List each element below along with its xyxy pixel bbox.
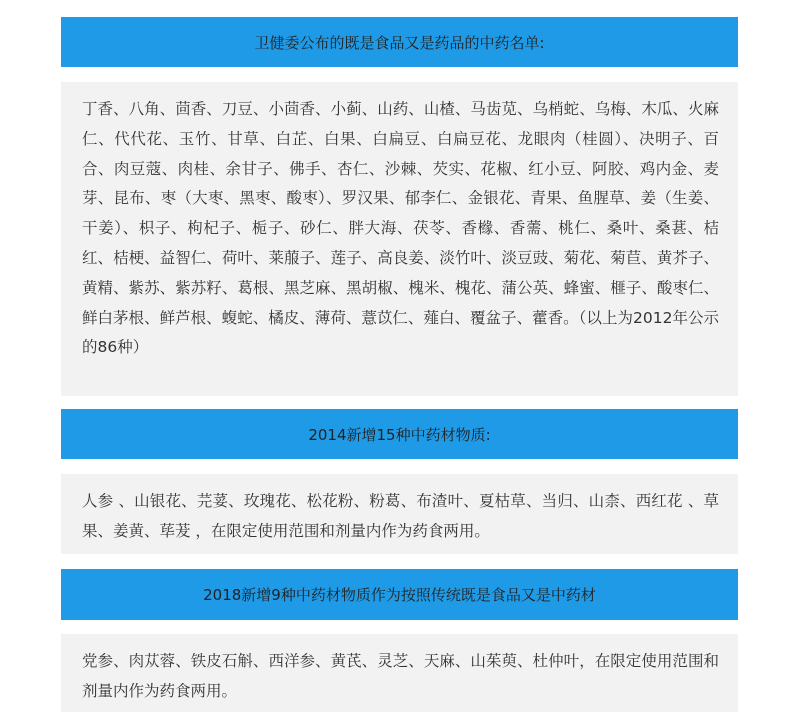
herb-list-text: 丁香、八角、茴香、刀豆、小茴香、小蓟、山药、山楂、马齿苋、乌梢蛇、乌梅、木瓜、火麻仁、代代花、玉竹、甘草、白芷、白果、白扁豆、白扁豆花、龙眼肉（桂圆）、决明子、百合、肉豆蔻、肉桂、余甘子、佛手、杏仁、沙棘、芡实、花椒、红小豆、阿胶、鸡内金、麦芽、昆布、枣（大枣、黑枣、酸枣）、罗汉果、郁李仁、金银花、青果、鱼腥草、姜（生姜、干姜）、枳子、枸杞子、栀子、砂仁、胖大海、茯苓、香橼、香薷、桃仁、桑叶、桑葚、桔红、桔梗、益智仁、荷叶、莱菔子、莲子、高良姜、淡竹叶、淡豆豉、菊花、菊苣、黄芥子、黄精、紫苏、紫苏籽、葛根、黑芝麻、黑胡椒、槐米、槐花、蒲公英、蜂蜜、榧子、酸枣仁、鲜白茅根、鲜芦根、蝮蛇、橘皮、薄荷、薏苡仁、薤白、覆盆子、藿香。（以上为2012年公示的86种） [82,100,719,357]
section-title: 卫健委公布的既是食品又是药品的中药名单: [254,33,545,52]
section-title: 2018新增9种中药材物质作为按照传统既是食品又是中药材 [203,586,596,604]
herb-list-text: 党参、肉苁蓉、铁皮石斛、西洋参、黄芪、灵芝、天麻、山茱萸、杜仲叶，在限定使用范围和剂量内作为药食两用。 [82,652,719,700]
section-header-2018-additions [61,569,738,620]
herb-list-text: 人参 、山银花、芫荽、玫瑰花、松花粉、粉葛、布渣叶、夏枯草、当归、山柰、西红花 、草果、姜黄、荜茇 ，在限定使用范围和剂量内作为药食两用。 [82,492,719,540]
section-body-2014-additions [61,474,738,554]
section-body-2018-additions [61,634,738,712]
section-title: 2014新增15种中药材物质: [308,425,491,444]
section-header-2012-list [61,17,738,67]
section-header-2014-additions [61,409,738,459]
section-body-2012-list [61,82,738,396]
